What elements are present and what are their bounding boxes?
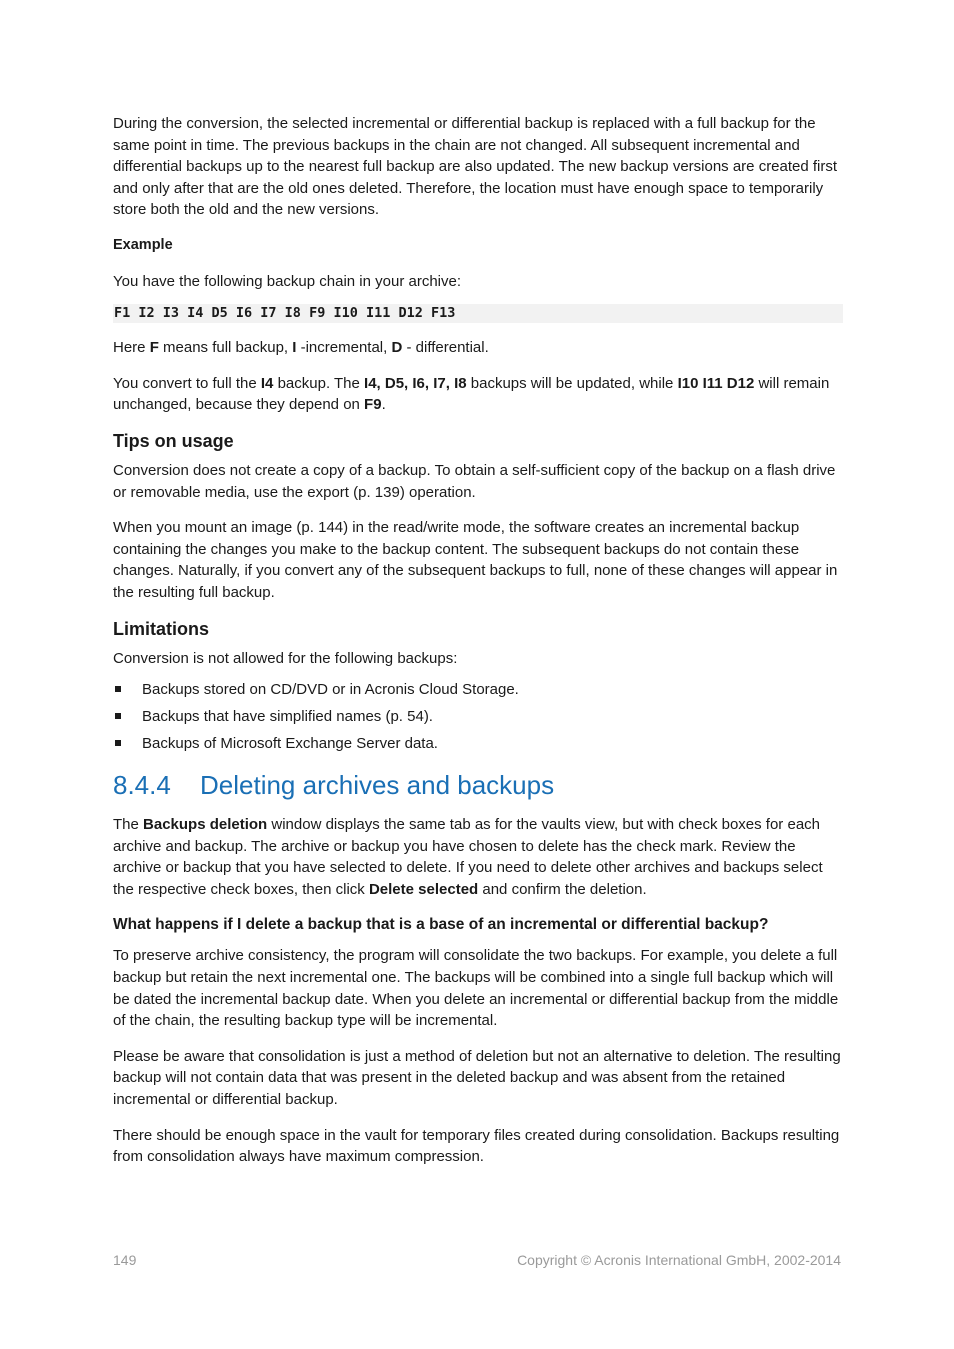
limitations-intro: Conversion is not allowed for the following backups: (113, 649, 458, 667)
intro-paragraph: During the conversion, the selected incremental or differential backup is replaced with a full backup for the same point in time. The previous backups in the chain are not changed. All subsequent incremental and differential backups up to the nearest full backup are also updated. The new backup versions are created first and only after that are the old ones deleted. Therefore, the location must have enough space to temporarily store both the old and the new versions. (113, 115, 838, 219)
convert-paragraph: You convert to full the I4 backup. The I4, D5, I6, I7, I8 backups will be updated, while I10 I11 D12 will remain unchanged, because they depend on F9. (113, 374, 830, 414)
document-page (113, 113, 843, 1182)
tips-heading: Tips on usage (113, 430, 234, 451)
deletion-paragraph: The Backups deletion window displays the same tab as for the vaults view, but with check boxes for each archive and backup. The archive or backup you have chosen to delete has the check mark. Review the archive or backup that you have selected to delete. If you need to delete other archives and backups select the respective check boxes, then click Delete selected and confirm the deletion. (113, 816, 823, 898)
section-heading (113, 770, 843, 800)
list-item: Backups that have simplified names (p. 54). (113, 706, 843, 727)
list-item: Backups stored on CD/DVD or in Acronis Cloud Storage. (113, 679, 843, 700)
space-note: There should be enough space in the vault for temporary files created during consolidation. Backups resulting from consolidation always have maximum compression. (113, 1126, 840, 1166)
section-title: Deleting archives and backups (200, 770, 555, 801)
tips-paragraph-2: When you mount an image (p. 144) in the read/write mode, the software creates an incremental backup containing the changes you make to the backup content. The subsequent backups do not contain these changes. Naturally, if you convert any of the subsequent backups to full, none of these changes will appear in the resulting full backup. (113, 519, 838, 601)
square-bullet-icon (115, 686, 121, 692)
question-heading: What happens if I delete a backup that is a base of an incremental or differential backup? (113, 916, 769, 934)
legend-paragraph: Here F means full backup, I -incremental, D - differential. (113, 339, 489, 357)
consolidation-note: Please be aware that consolidation is just a method of deletion but not an alternative to deletion. The resulting backup will not contain data that was present in the deleted backup and was absent from the retained incremental or differential backup. (113, 1047, 841, 1109)
page-number: 149 (113, 1252, 137, 1268)
square-bullet-icon (115, 713, 121, 719)
backup-chain-code: F1 I2 I3 I4 D5 I6 I7 I8 F9 I10 I11 D12 F13 (113, 304, 843, 323)
consolidation-paragraph: To preserve archive consistency, the program will consolidate the two backups. For example, you delete a full backup but retain the next incremental one. The backups will be combined into a single full backup which will be dated the incremental backup date. When you delete an incremental or differential backup from the middle of the chain, the resulting backup type will be incremental. (113, 947, 839, 1030)
chain-intro: You have the following backup chain in your archive: (113, 272, 462, 290)
list-item: Backups of Microsoft Exchange Server data. (113, 733, 843, 754)
section-number: 8.4.4 (113, 770, 171, 801)
tips-paragraph-1: Conversion does not create a copy of a backup. To obtain a self-sufficient copy of the backup on a flash drive or removable media, use the export (p. 139) operation. (113, 461, 836, 501)
limitations-heading: Limitations (113, 618, 210, 639)
limitations-list (113, 679, 843, 754)
example-label: Example (113, 236, 173, 253)
copyright-notice: Copyright © Acronis International GmbH, 2002-2014 (517, 1252, 841, 1268)
square-bullet-icon (115, 740, 121, 746)
